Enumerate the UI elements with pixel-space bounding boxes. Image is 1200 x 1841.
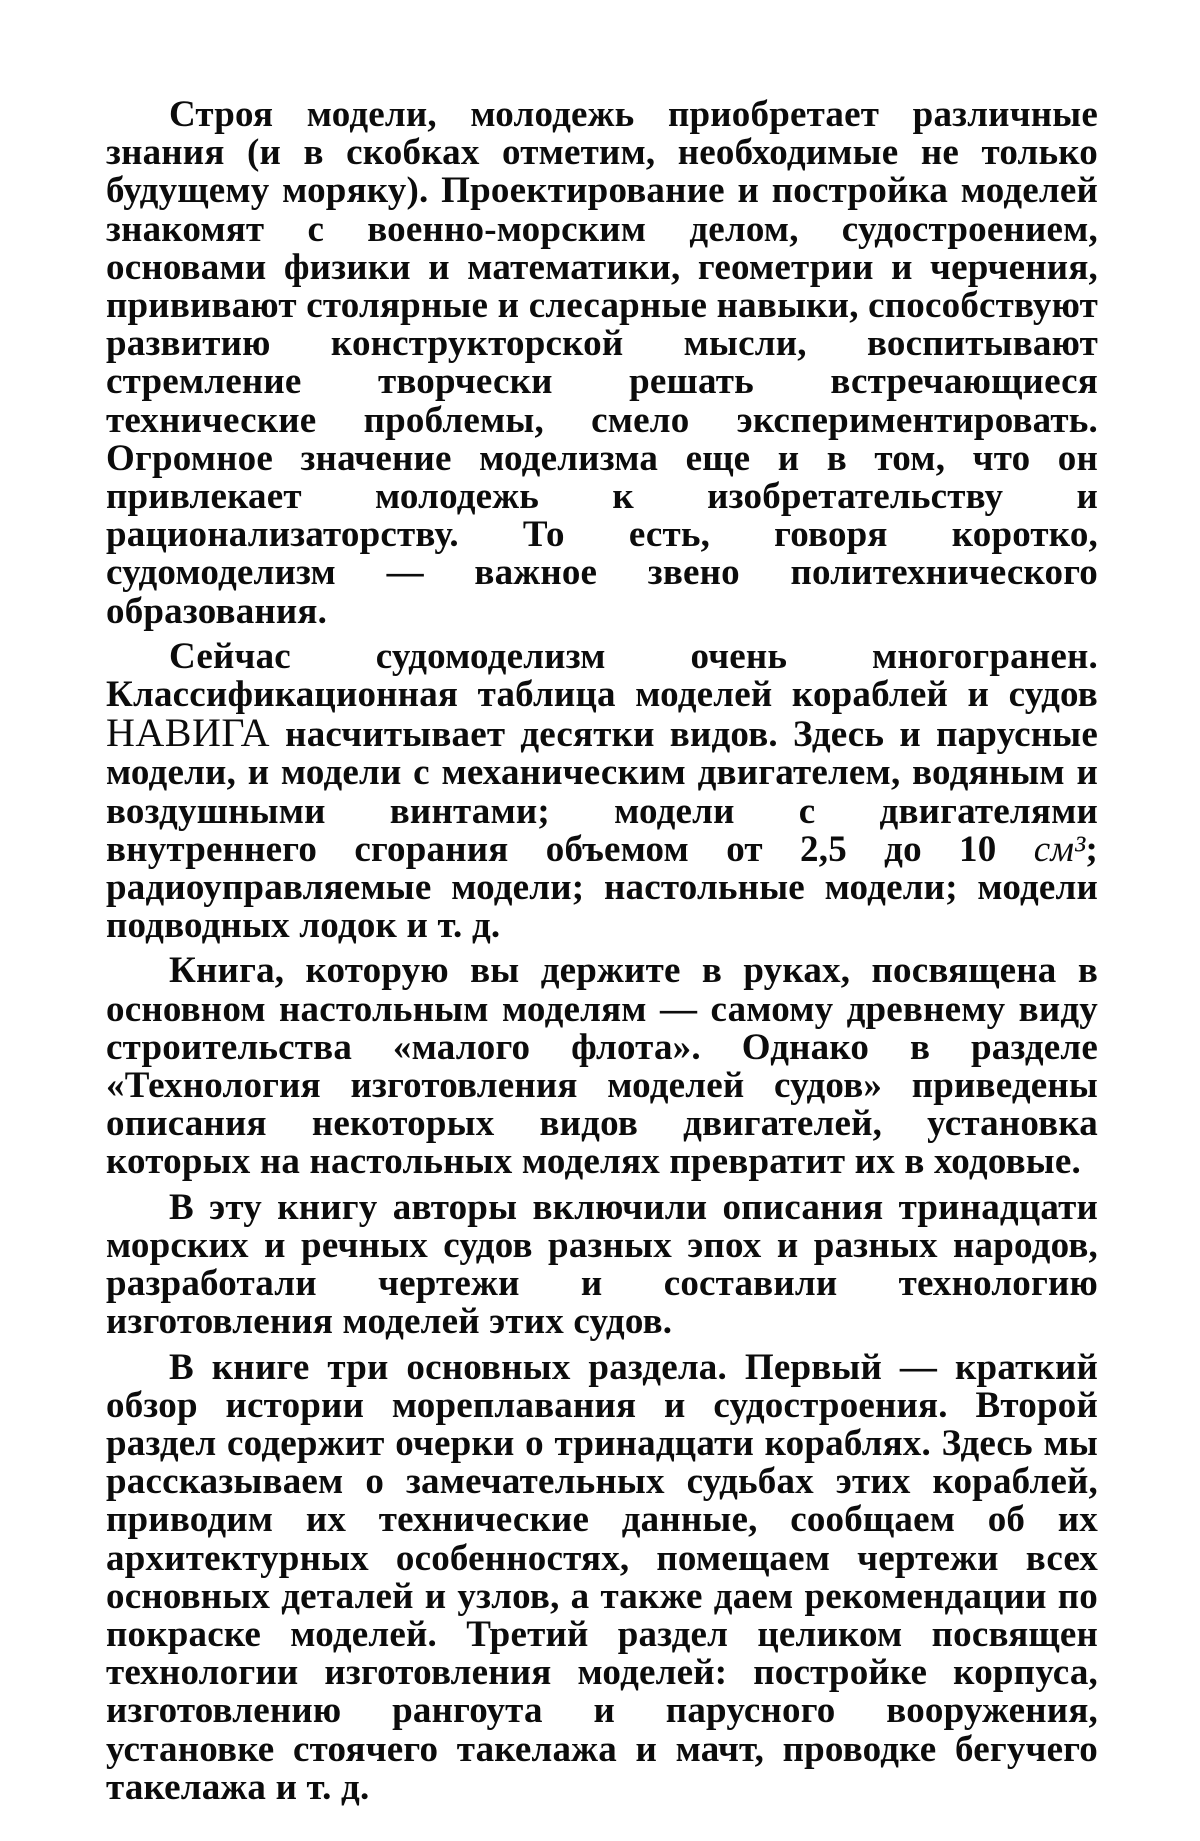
paragraph-book-sections bbox=[106, 1346, 1098, 1808]
paragraph-modeling-benefits bbox=[106, 96, 1098, 631]
paragraph-text: Строя модели, молодежь приобретает различные знания (и в скобках отметим, необходимые не только будущему моряку). Проектирование и постройка моделей знакомят с военно-морским делом, судостроением, основами физики и математики, геометрии и черчения, прививают столярные и слесарные навыки, способствуют развитию конструкторской мысли, воспитывают стремление творчески решать встречающиеся технические проблемы, смело экспериментировать. Огромное значение моделизма еще и в том, что он привлекает молодежь к изобретательству и рационализаторству. То есть, говоря коротко, судомоделизм — важное звено политехнического образования. bbox=[106, 94, 1098, 632]
paragraph-text: Сейчас судомоделизм очень многогранен. Классификационная таблица моделей кораблей и судов bbox=[106, 635, 1098, 716]
paragraph-text: ; радиоуправляемые модели; настольные модели; модели подводных лодок и т. д. bbox=[106, 828, 1098, 947]
paragraph-authors-contents bbox=[106, 1186, 1098, 1343]
paragraph-model-classification bbox=[106, 635, 1098, 947]
navigation-acronym: НАВИГА bbox=[106, 710, 270, 756]
paragraph-text: насчитывает десятки видов. Здесь и парусные модели, и модели с механическим двигателем, водяным и воздушными винтами; модели с двигателями внутреннего сгорания объемом от 2,5 до 10 bbox=[106, 714, 1098, 870]
paragraph-book-scope bbox=[106, 952, 1098, 1181]
paragraph-text: В книге три основных раздела. Первый — краткий обзор истории мореплавания и судостроения. Второй раздел содержит очерки о тринадцати кораблях. Здесь мы рассказываем о замечательных судьбах этих кораблей, приводим их технические данные, сообщаем об их архитектурных особенностях, помещаем чертежи всех основных деталей и узлов, а также даем рекомендации по покраске моделей. Третий раздел целиком посвящен технологии изготовления моделей: постройке корпуса, изготовлению рангоута и парусного вооружения, установке стоячего такелажа и мачт, проводке бегучего такелажа и т. д. bbox=[106, 1346, 1098, 1808]
paragraph-text: Книга, которую вы держите в руках, посвящена в основном настольным моделям — самому древнему виду строительства «малого флота». Однако в разделе «Технология изготовления моделей судов» приведены описания некоторых видов двигателей, установка которых на настольных моделях превратит их в ходовые. bbox=[106, 950, 1098, 1183]
paragraph-text: В эту книгу авторы включили описания тринадцати морских и речных судов разных эпох и разных народов, разработали чертежи и составили технологию изготовления моделей этих судов. bbox=[106, 1186, 1098, 1343]
book-page bbox=[106, 96, 1098, 1807]
volume-unit: см³ bbox=[1033, 828, 1086, 870]
